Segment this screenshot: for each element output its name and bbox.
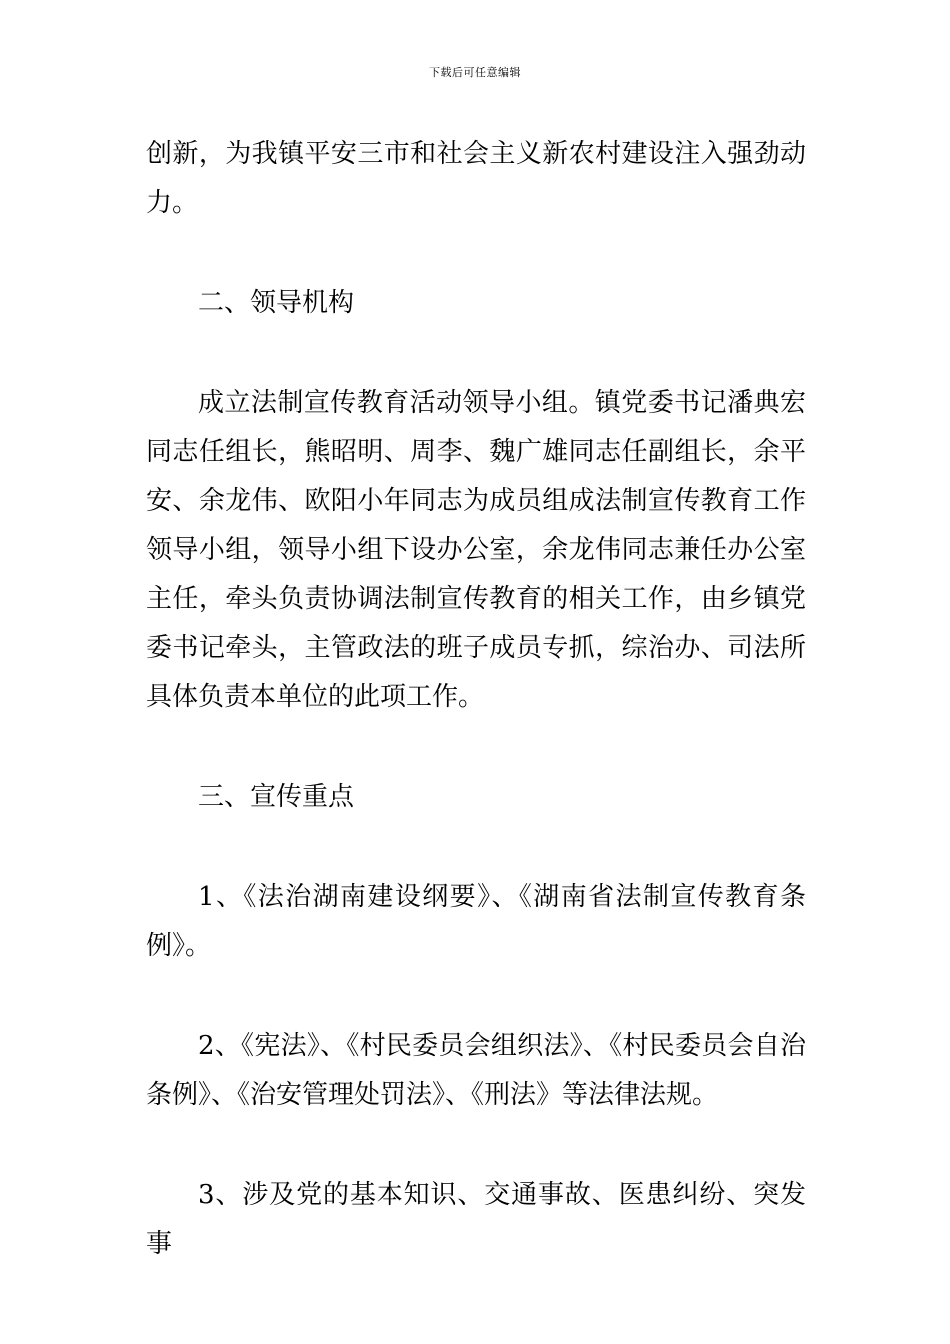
list-item-1: 1、《法治湖南建设纲要》、《湖南省法制宣传教育条例》。 (146, 882, 806, 961)
paragraph-intro-continuation: 创新，为我镇平安三市和社会主义新农村建设注入强劲动力。 (146, 139, 806, 218)
paragraph-leadership-group: 成立法制宣传教育活动领导小组。镇党委书记潘典宏同志任组长，熊昭明、周李、魏广雄同志任副组长，余平安、余龙伟、欧阳小年同志为成员组成法制宣传教育工作领导小组，领导小组下设办公室，余龙伟同志兼任办公室主任，牵头负责协调法制宣传教育的相关工作，由乡镇党委书记牵头，主管政法的班子成员专抓，综治办、司法所具体负责本单位的此项工作。 (146, 388, 806, 712)
page-header: 下载后可任意编辑 (429, 66, 521, 79)
document-body (146, 130, 806, 1320)
section-heading-focus: 三、宣传重点 (198, 782, 355, 812)
section-heading-leadership: 二、领导机构 (198, 288, 355, 318)
list-item-3: 3、涉及党的基本知识、交通事故、医患纠纷、突发事 (146, 1180, 806, 1259)
list-item-2: 2、《宪法》、《村民委员会组织法》、《村民委员会自治条例》、《治安管理处罚法》、《刑法》等法律法规。 (146, 1031, 806, 1110)
